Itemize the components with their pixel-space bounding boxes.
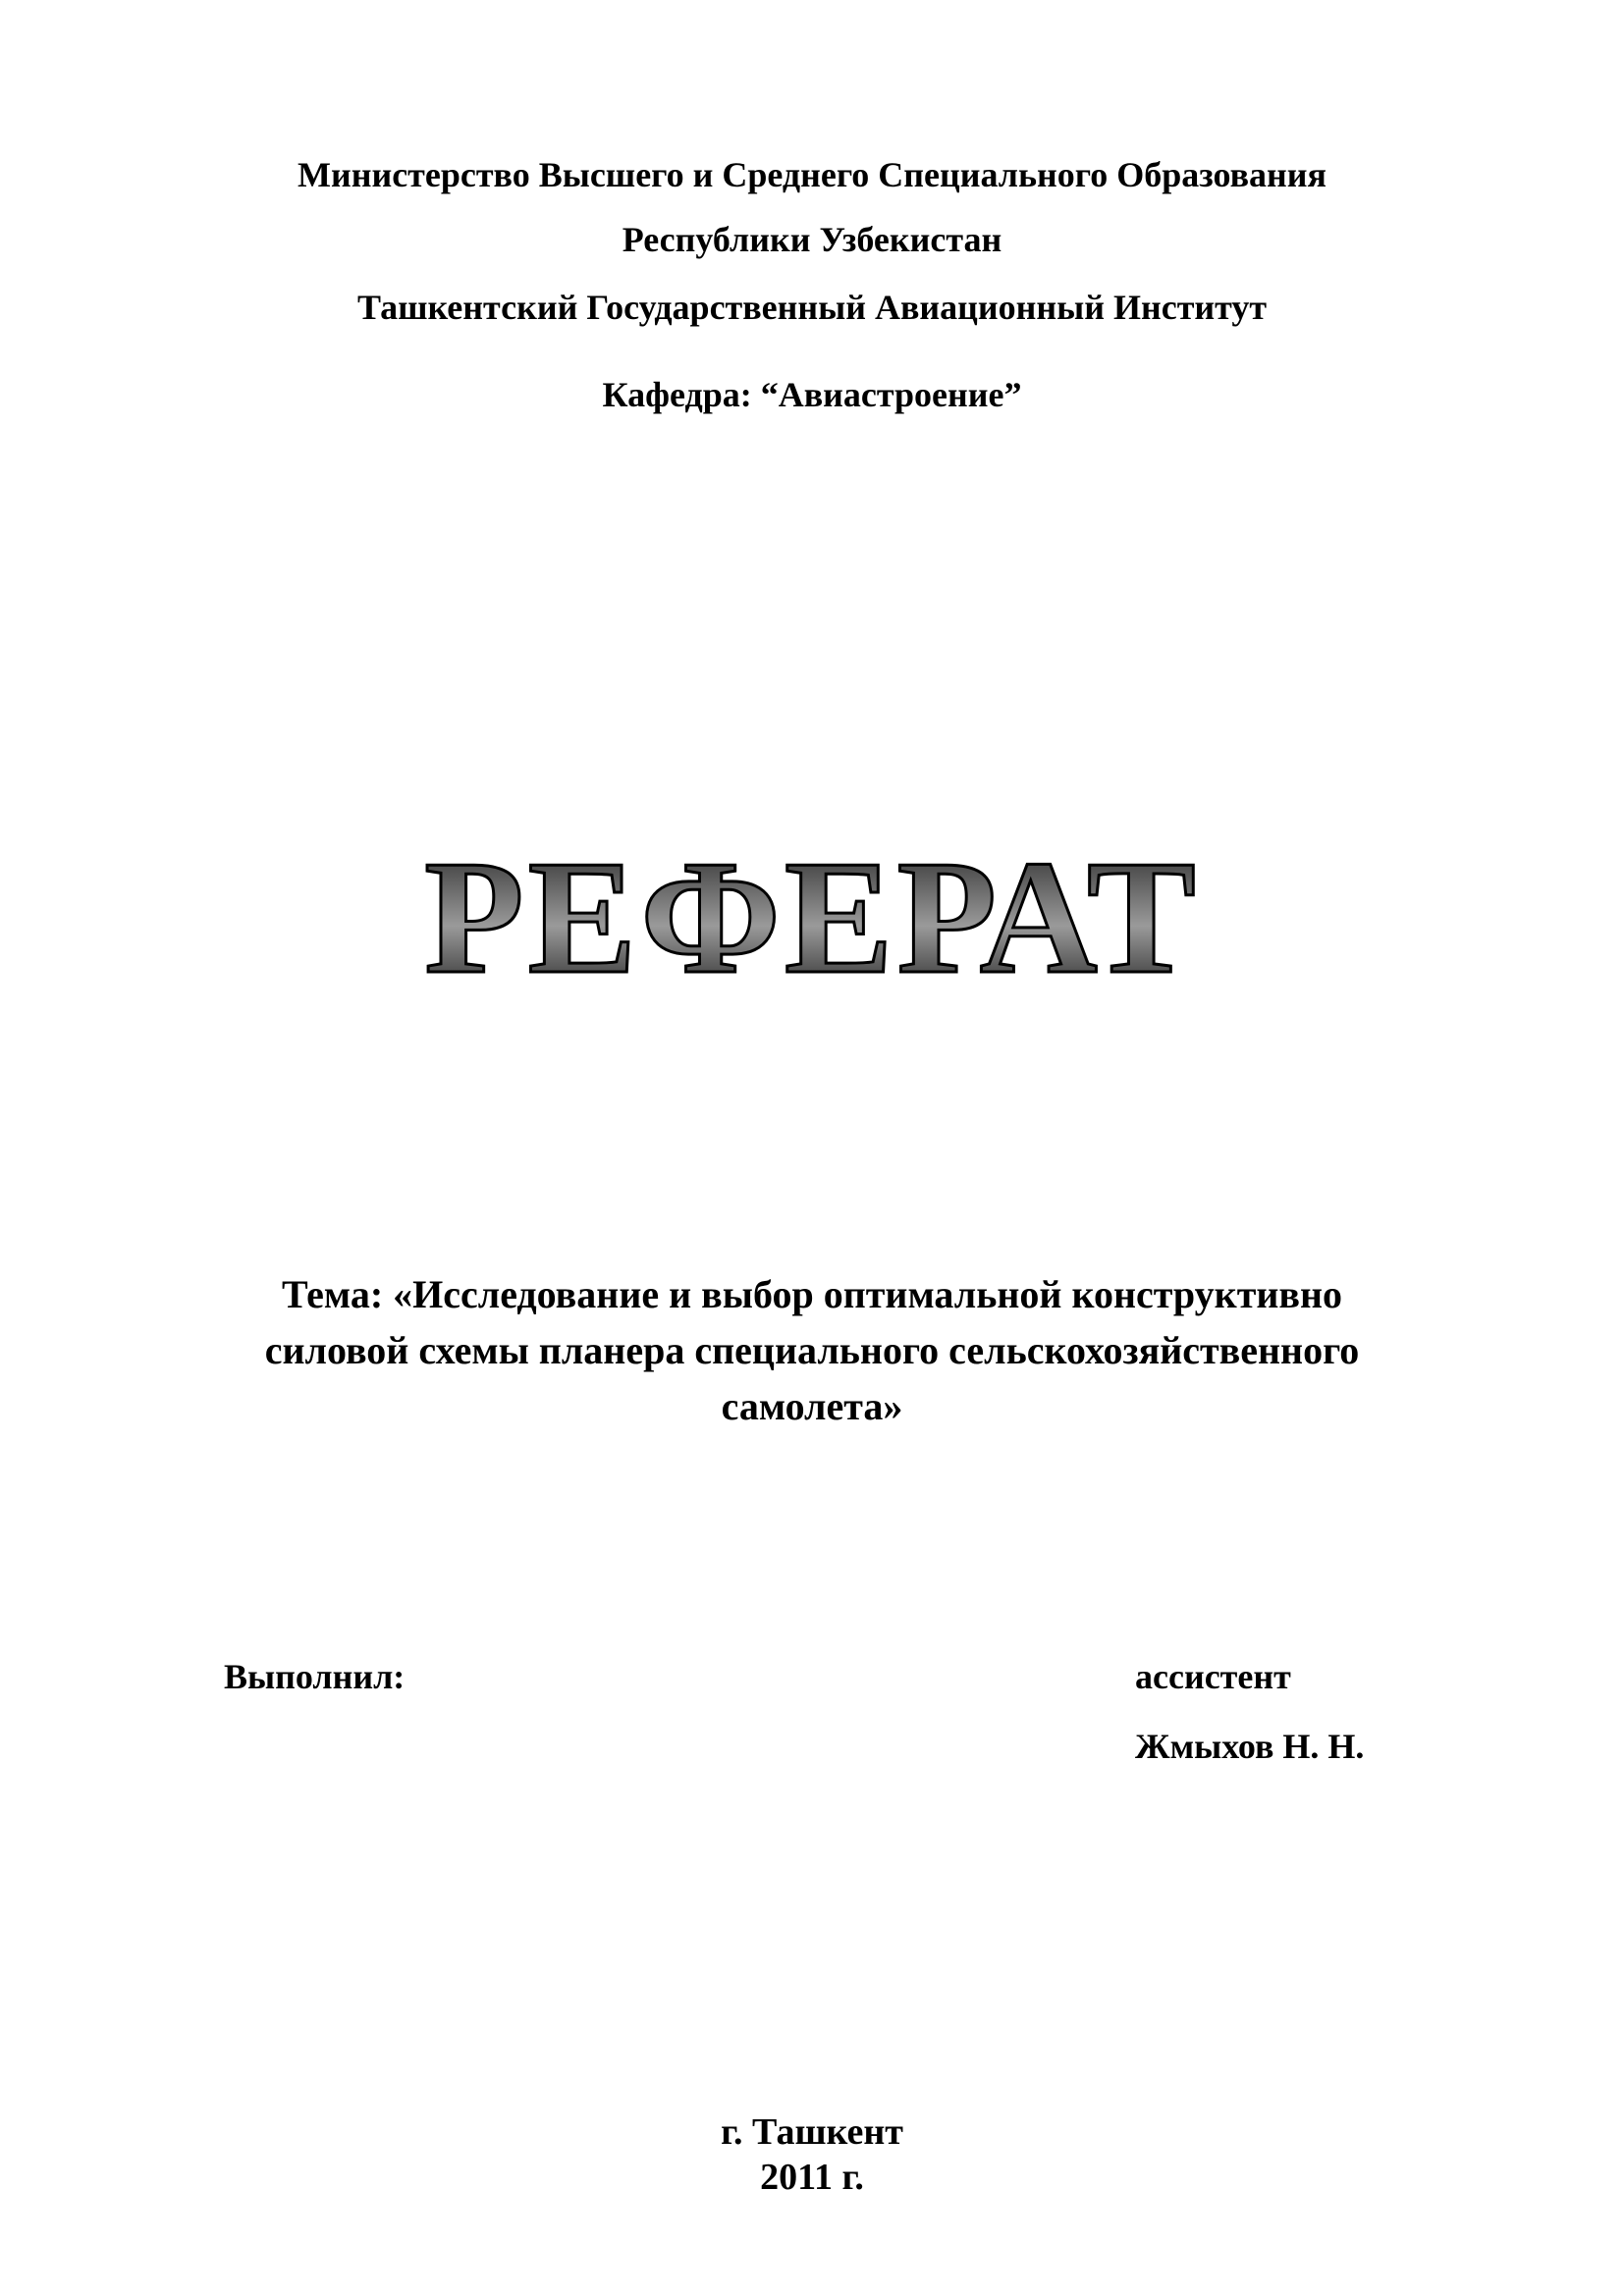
ministry-name-line2: Республики Узбекистан [622, 220, 1002, 259]
topic-line1: Тема: «Исследование и выбор оптимальной конструктивно [281, 1272, 1343, 1316]
institute-name: Ташкентский Государственный Авиационный Институт [356, 288, 1268, 327]
topic-block [196, 1266, 1428, 1434]
document-title-text: РЕФЕРАТ [424, 827, 1200, 1007]
topic-line2: силовой схемы планера специального сельскохозяйственного [264, 1328, 1360, 1372]
performed-by-label: Выполнил: [224, 1657, 406, 1696]
author-name: Жмыхов Н. Н. [1135, 1727, 1365, 1766]
year-label: 2011 г. [760, 2157, 864, 2198]
department-name: Кафедра: “Авиастроение” [602, 375, 1022, 414]
author-role: ассистент [1135, 1657, 1291, 1696]
city-name: г. Ташкент [721, 2111, 903, 2153]
ministry-name-line1: Министерство Высшего и Среднего Специального Образования [297, 155, 1327, 194]
topic-line3: самолета» [721, 1384, 903, 1428]
document-title [0, 815, 1624, 1011]
document-title-art [0, 815, 1624, 1011]
